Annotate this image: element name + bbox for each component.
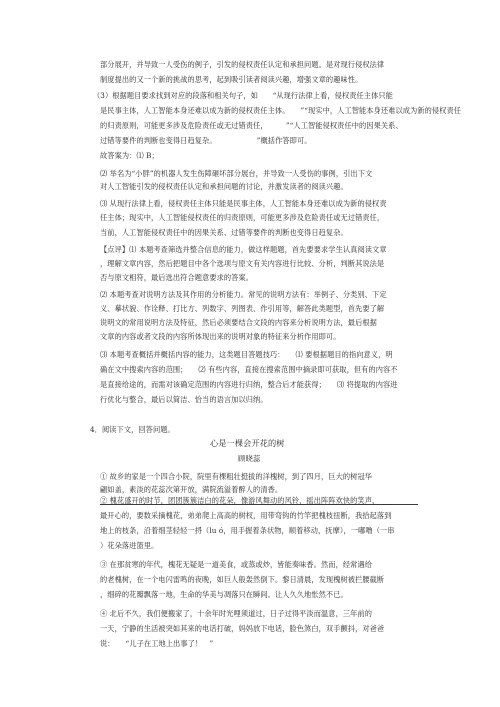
article-author: 顾晓蕊 — [238, 454, 261, 463]
text-line: 任主体；现实中，人工智能侵权责任的归责原则，可能更多涉及危险责任或无过错责任， — [100, 213, 385, 222]
text-line: 文章的内容或者文段的内容所体现出来的说明对象的特征来分析作用即可。 — [100, 332, 341, 341]
text-line: 义、摹状貌、作诠释、打比方、列数字、列图表、作引用等，解答此类题型，首先要了解 — [100, 304, 385, 313]
text-line: ② 槐花盛开的时节，团团簇簇洁白的花朵，像游风舞动的风铃，摇出阵阵欢快的笑声， — [100, 496, 380, 505]
text-line: 行优化与整合，最后以简洁、恰当的语言加以归纳。 — [100, 395, 268, 404]
text-line: 翩如盖，素淡的花蕊次第开放，满院流溢着醉人的清香。 — [100, 485, 283, 494]
text-line: （3）根据题目要求找到对应的段落和相关句子，如 “从现行法律上看，侵权责任主体只能 — [93, 91, 393, 100]
text-line: ⑶ 从现行法律上看，侵权责任主体只能是民事主体，人工智能本身还难以成为新的侵权责 — [100, 199, 387, 208]
text-line: ⑵ 本题考查对说明方法及其作用的分析能力。常见的说明方法有：举例子、分类别、下定 — [100, 290, 387, 299]
text-line: ⑶ 本题考查概括并概括内容的能力，这类题目答题技巧： ⑴ 要根据题目的指向意义，明 — [100, 350, 393, 359]
text-line: 过错等要件的判断也变得日趋复杂。 ”概括作答即可。 — [100, 136, 312, 145]
text-line: 最开心的，要数采摘槐花，弟弟爬上高高的树杈，用带弯钩的竹竿把槐枝扭断，我拾起落到 — [100, 511, 392, 520]
text-line: 一天，宁静的生活被突如其来的电话打破，妈妈放下电话，脸色煞白，双手颤抖，对爸爸 — [100, 624, 385, 633]
text-line: 确在文中搜索内容的范围； ⑵ 有些内容，直接在搜索范围中摘录即可获取，但有的内容不 — [100, 365, 398, 374]
text-line: 地上的枝条，沿着细茎轻轻一捋（lu ó，用手握着条状物，顺着移动，抚摩），一嘟噜（一串 — [100, 526, 395, 535]
text-line: 说： “儿子在工地上出事了！ ” — [100, 639, 214, 648]
article-title: 心是一棵会开花的树 — [210, 438, 285, 448]
text-line: ，理解文章内容，然后把题目中各个选项与原文有关内容进行比较、分析，判断其说法是 — [100, 259, 385, 268]
text-line: 是民事主体，人工智能本身还难以成为新的侵权责任主体。 ”“现实中，人工智能本身还难以成为新的侵权责任 — [100, 106, 462, 115]
text-line: 的归责原则，可能更多涉及危险责任或无过错责任， ”“人工智能侵权责任中的因果关系、 — [100, 121, 403, 130]
text-line: 部分展开，并导致一人受伤的例子，引发的侵权责任认定和承担问题。是对现行侵权法律 — [100, 60, 385, 69]
text-line: ⑵ 举名为“小胖”的机器人发生伤障砸坏部分展台，并导致一人受伤的事例，引出下文 — [100, 169, 373, 178]
text-line: 制度提出的又一个新的挑战的思考，起到吸引读者阅读兴趣，增强文章的趣味性。 — [100, 75, 363, 84]
text-line: ）花朵落进篮里。 — [100, 541, 159, 550]
text-line: 说明文的常用说明方法及特征，然后必须要结合文段的内容来分析说明方法，最后根据 — [100, 318, 377, 327]
text-line: 【点评】⑴ 本题考查筛选并整合信息的能力，做这样题题，首先要要求学生认真阅读文章 — [100, 245, 387, 254]
text-line: ，细碎的花瓣飘落一地，生命的华美与凋落只在瞬间。让人久久地怅然不已。 — [100, 590, 348, 599]
text-line: ④ 北后不久，我们便搬家了，十余年时光哩须道过，日子过得平淡而温意，三年前的 — [100, 609, 373, 618]
text-line: 故答案为：⑴ B； — [100, 151, 159, 160]
text-line: 对人工智能引发的侵权责任认定和承担问题的讨论，并激发读者的阅读兴趣。 — [100, 182, 348, 191]
text-line: 当前，人工智能侵权责任中的因果关系、过错等要件的判断也变得日趋复杂。 — [100, 228, 348, 237]
text-line: ① 故乡的家是一个四合小院，院里有棵粗壮挺拔的洋槐树，到了四月，巨大的树冠华 — [100, 472, 373, 481]
text-line: 4．阅读下文，回答问题。 — [90, 425, 175, 434]
text-line: ③ 在那贫寒的年代，槐花无疑是一道美食，或蒸或炒，皆能奏味香。然而，经常遇给 — [100, 560, 373, 569]
text-line: 否与原文相符，最后选出符合题意要求的答案。 — [100, 273, 254, 282]
text-line: 是直接给途的，而需对该确定范围的内容进行归纳，整合后才能获得； ⑶ 将提取的内容进 — [100, 380, 398, 389]
text-line: 的老槐树，在一个电闪雷鸣的夜晚，如巨人般轰然倒下。黎日清晨，发现槐树被拦腰截断 — [100, 575, 385, 584]
